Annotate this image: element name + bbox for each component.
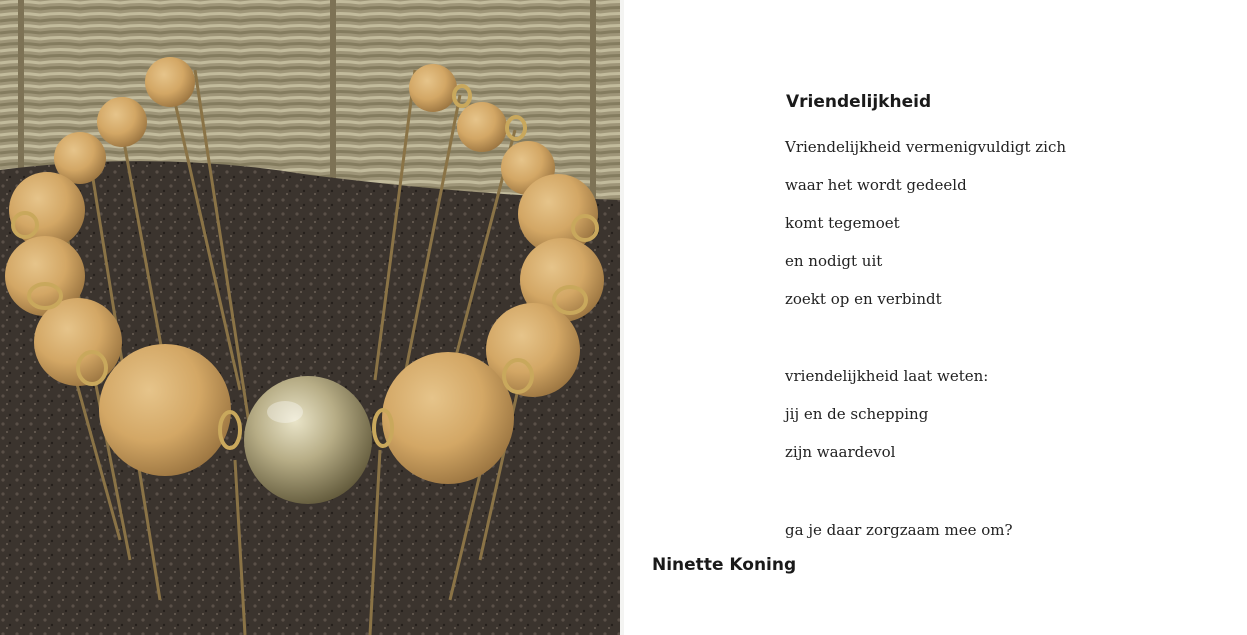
poem-author: Ninette Koning [652,555,797,575]
poem-line: jij en de schepping [785,405,929,423]
poem-closing-line: ga je daar zorgzaam mee om? [785,521,1013,539]
poem-page [624,0,1247,635]
poem-line: en nodigt uit [785,252,883,270]
brass-sphere [244,376,372,504]
poem-line: Vriendelijkheid vermenigvuldigt zich [785,138,1067,156]
poem-line: zoekt op en verbindt [785,290,942,308]
poem-line: vriendelijkheid laat weten: [785,367,989,385]
poem-title: Vriendelijkheid [786,92,932,112]
poem-line: waar het wordt gedeeld [785,176,967,194]
poem-line: komt tegemoet [785,214,900,232]
poem-line: zijn waardevol [785,443,896,461]
sculpture-photo [0,0,620,635]
